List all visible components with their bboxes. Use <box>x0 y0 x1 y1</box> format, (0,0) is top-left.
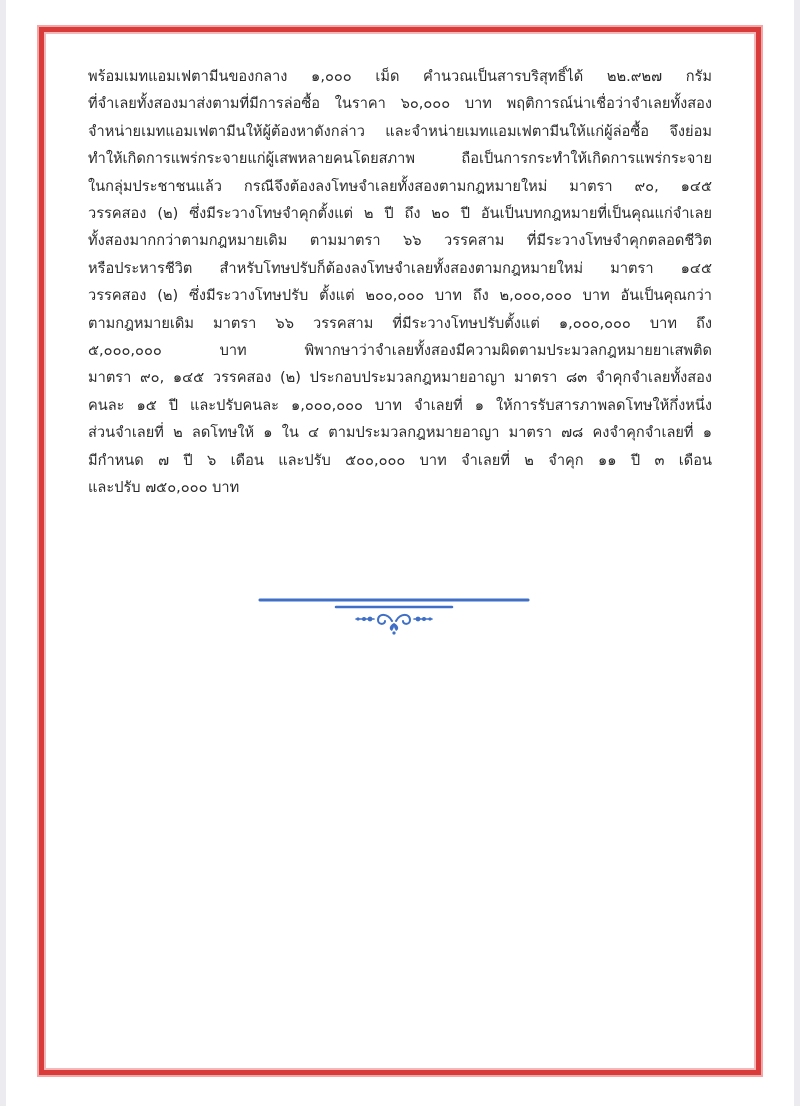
text-line: มีกำหนด ๗ ปี ๖ เดือน และปรับ ๕๐๐,๐๐๐ บาท จำเลยที่ ๒ จำคุก ๑๑ ปี ๓ เดือน <box>88 451 712 469</box>
text-line: ส่วนจำเลยที่ ๒ ลดโทษให้ ๑ ใน ๔ ตามประมวลกฎหมายอาญา มาตรา ๗๘ คงจำคุกจำเลยที่ ๑ <box>88 424 712 442</box>
viewer-edge-right <box>794 0 800 1106</box>
flourish-divider-icon <box>258 595 530 635</box>
viewer-edge-left <box>0 0 6 1106</box>
text-line: วรรคสอง (๒) ซึ่งมีระวางโทษปรับ ตั้งแต่ ๒๐๐,๐๐๐ บาท ถึง ๒,๐๐๐,๐๐๐ บาท อันเป็นคุณกว่า <box>88 287 712 305</box>
document-body <box>88 63 712 502</box>
text-line: พร้อมเมทแอมเฟตามีนของกลาง ๑,๐๐๐ เม็ด คำนวณเป็นสารบริสุทธิ์ได้ ๒๒.๙๒๗ กรัม <box>88 68 712 85</box>
text-line: ทั้งสองมากกว่าตามกฎหมายเดิม ตามมาตรา ๖๖ วรรคสาม ที่มีระวางโทษจำคุกตลอดชีวิต <box>88 232 712 250</box>
text-line: ในกลุ่มประชาชนแล้ว กรณีจึงต้องลงโทษจำเลยทั้งสองตามกฎหมายใหม่ มาตรา ๙๐, ๑๔๕ <box>88 177 712 195</box>
text-line: วรรคสอง (๒) ซึ่งมีระวางโทษจำคุกตั้งแต่ ๒ ปี ถึง ๒๐ ปี อันเป็นบทกฎหมายที่เป็นคุณแก่จำเลย <box>88 205 712 223</box>
text-line: ที่จำเลยทั้งสองมาส่งตามที่มีการล่อซื้อ ในราคา ๖๐,๐๐๐ บาท พฤติการณ์น่าเชื่อว่าจำเลยทั้งสอง <box>88 95 712 113</box>
text-line: จำหน่ายเมทแอมเฟตามีนให้ผู้ต้องหาดังกล่าว และจำหน่ายเมทแอมเฟตามีนให้แก่ผู้ล่อซื้อ จึงย่อม <box>88 122 712 140</box>
text-line: คนละ ๑๕ ปี และปรับคนละ ๑,๐๐๐,๐๐๐ บาท จำเลยที่ ๑ ให้การรับสารภาพลดโทษให้กึ่งหนึ่ง <box>88 396 712 414</box>
text-line: มาตรา ๙๐, ๑๔๕ วรรคสอง (๒) ประกอบประมวลกฎหมายอาญา มาตรา ๘๓ จำคุกจำเลยทั้งสอง <box>88 369 712 387</box>
text-line: ตามกฎหมายเดิม มาตรา ๖๖ วรรคสาม ที่มีระวางโทษปรับตั้งแต่ ๑,๐๐๐,๐๐๐ บาท ถึง <box>88 314 712 332</box>
text-line: และปรับ ๗๕๐,๐๐๐ บาท <box>88 479 240 497</box>
text-line: หรือประหารชีวิต สำหรับโทษปรับก็ต้องลงโทษจำเลยทั้งสองตามกฎหมายใหม่ มาตรา ๑๔๕ <box>88 259 712 277</box>
text-line: ทำให้เกิดการแพร่กระจายแก่ผู้เสพหลายคนโดยสภาพ ถือเป็นการกระทำให้เกิดการแพร่กระจาย <box>88 150 712 168</box>
text-line: ๕,๐๐๐,๐๐๐ บาท พิพากษาว่าจำเลยทั้งสองมีความผิดตามประมวลกฎหมายยาเสพติด <box>88 342 712 360</box>
